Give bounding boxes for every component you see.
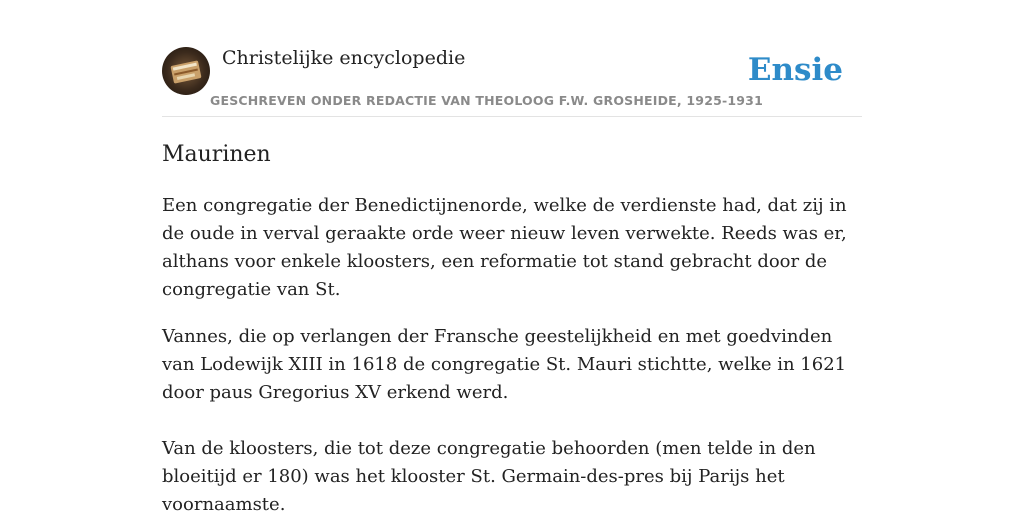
book-icon xyxy=(162,47,210,95)
source-avatar[interactable] xyxy=(162,47,210,95)
source-header xyxy=(162,0,862,117)
page xyxy=(162,0,862,515)
brand-logo[interactable]: Ensie xyxy=(747,52,843,88)
article-paragraph: Een congregatie der Benedictijnenorde, welke de verdienste had, dat zij in de oude in verval geraakte orde weer nieuw leven verwekte. Reeds was er, althans voor enkele kloosters, een reformatie tot stand gebracht door de congregatie van St. xyxy=(162,195,847,300)
article-paragraph: Van de kloosters, die tot deze congregatie behoorden (men telde in den bloeitijd er 180) was het klooster St. Germain-des-pres bij Parijs het voornaamste. xyxy=(162,438,816,515)
article-paragraph: Vannes, die op verlangen der Fransche geestelijkheid en met goedvinden van Lodewijk XIII in 1618 de congregatie St. Mauri stichtte, welke in 1621 door paus Gregorius XV erkend werd. xyxy=(162,326,847,403)
source-title[interactable]: Christelijke encyclopedie xyxy=(222,47,466,69)
article-title: Maurinen xyxy=(162,142,271,167)
source-subtitle: GESCHREVEN ONDER REDACTIE VAN THEOLOOG F.W. GROSHEIDE, 1925-1931 xyxy=(210,93,763,108)
